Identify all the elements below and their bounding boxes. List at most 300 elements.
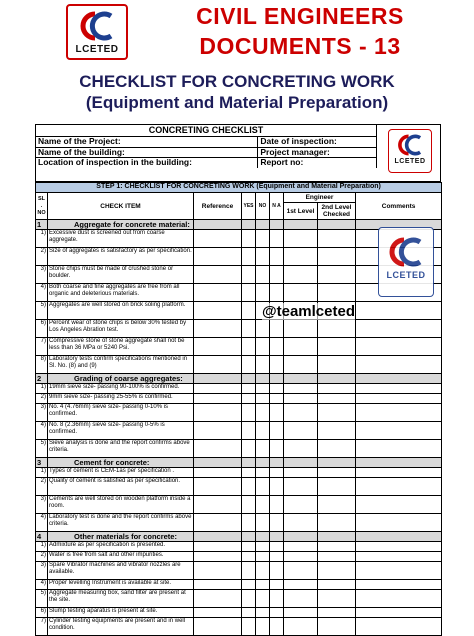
no-cell[interactable] [256, 284, 270, 302]
checklist-row [36, 394, 442, 404]
info-left [36, 137, 258, 168]
item-text: Both coarse and fine aggregates are free from all organic and deleterious materials. [48, 284, 194, 302]
no-cell[interactable] [256, 514, 270, 532]
item-text: Laboratory test is done and the report confirms above criteria. [48, 514, 194, 532]
na-cell[interactable] [270, 394, 284, 404]
yes-cell[interactable] [242, 230, 256, 248]
first-level-cell[interactable] [284, 338, 318, 356]
section-title: Cement for concrete: [48, 458, 194, 468]
empty-cell [194, 374, 242, 384]
item-text: Laboratory tests confirm specifications mentioned in Sl. No. (8) and (9) [48, 356, 194, 374]
field-manager: Project manager: [258, 148, 376, 159]
col-reference: Reference [194, 193, 242, 220]
na-cell[interactable] [270, 542, 284, 552]
checklist-row [36, 468, 442, 478]
first-level-cell[interactable] [284, 284, 318, 302]
item-text: Quality of cement is satisfied as per specification. [48, 478, 194, 496]
item-number: 2) [36, 478, 48, 496]
second-level-cell[interactable] [318, 580, 356, 590]
item-number: 7) [36, 338, 48, 356]
checklist-row [36, 302, 442, 320]
yes-cell[interactable] [242, 266, 256, 284]
sheet-header [35, 124, 441, 182]
item-text: No. 4 (4.76mm) sieve size- passing 0-10% is confirmed. [48, 404, 194, 422]
first-level-cell[interactable] [284, 266, 318, 284]
comments-cell[interactable] [356, 542, 442, 552]
empty-cell [256, 374, 270, 384]
yes-cell[interactable] [242, 618, 256, 636]
watermark-handle: @teamlceted [262, 303, 355, 320]
item-text: Types of cement is CEM-1as per specification . [48, 468, 194, 478]
no-cell[interactable] [256, 478, 270, 496]
reference-cell[interactable] [194, 496, 242, 514]
na-cell[interactable] [270, 440, 284, 458]
no-cell[interactable] [256, 320, 270, 338]
reference-cell[interactable] [194, 514, 242, 532]
reference-cell[interactable] [194, 356, 242, 374]
first-level-cell[interactable] [284, 468, 318, 478]
first-level-cell[interactable] [284, 440, 318, 458]
comments-cell[interactable] [356, 302, 442, 320]
item-number: 4) [36, 514, 48, 532]
na-cell[interactable] [270, 608, 284, 618]
no-cell[interactable] [256, 422, 270, 440]
reference-cell[interactable] [194, 440, 242, 458]
first-level-cell[interactable] [284, 248, 318, 266]
empty-cell [194, 532, 242, 542]
col-engineer: Engineer [284, 193, 356, 203]
comments-cell[interactable] [356, 320, 442, 338]
checklist-row [36, 618, 442, 636]
second-level-cell[interactable] [318, 320, 356, 338]
comments-cell[interactable] [356, 580, 442, 590]
section-number: 4 [36, 532, 48, 542]
field-report-no: Report no: [260, 158, 304, 167]
header-title [150, 4, 450, 59]
empty-cell [284, 458, 318, 468]
empty-cell [194, 458, 242, 468]
na-cell[interactable] [270, 618, 284, 636]
empty-cell [356, 374, 442, 384]
empty-cell [256, 458, 270, 468]
second-level-cell[interactable] [318, 356, 356, 374]
checklist-row [36, 478, 442, 496]
col-second-level: 2nd Level Checked [318, 203, 356, 220]
second-level-cell[interactable] [318, 608, 356, 618]
item-text: Admixture as per specification is presented. [48, 542, 194, 552]
item-text: Size of aggregates is satisfactory as per specification. [48, 248, 194, 266]
second-level-cell[interactable] [318, 266, 356, 284]
na-cell[interactable] [270, 266, 284, 284]
second-level-cell[interactable] [318, 422, 356, 440]
item-number: 4) [36, 284, 48, 302]
second-level-cell[interactable] [318, 468, 356, 478]
reference-cell[interactable] [194, 422, 242, 440]
yes-cell[interactable] [242, 248, 256, 266]
comments-cell[interactable] [356, 338, 442, 356]
yes-cell[interactable] [242, 468, 256, 478]
checklist-row [36, 384, 442, 394]
item-text: Compressive stone of stone aggregate shall not be less than 36 MPa or 5240 Psi. [48, 338, 194, 356]
reference-cell[interactable] [194, 618, 242, 636]
checklist-row [36, 440, 442, 458]
na-cell[interactable] [270, 562, 284, 580]
reference-cell[interactable] [194, 384, 242, 394]
no-cell[interactable] [256, 552, 270, 562]
no-cell[interactable] [256, 468, 270, 478]
subtitle-line1: CHECKLIST FOR CONCRETING WORK [79, 72, 395, 91]
item-number: 4) [36, 580, 48, 590]
checklist-row [36, 542, 442, 552]
empty-cell [242, 220, 256, 230]
reference-cell[interactable] [194, 404, 242, 422]
yes-cell[interactable] [242, 580, 256, 590]
na-cell[interactable] [270, 284, 284, 302]
second-level-cell[interactable] [318, 248, 356, 266]
comments-cell[interactable] [356, 422, 442, 440]
reference-cell[interactable] [194, 580, 242, 590]
no-cell[interactable] [256, 356, 270, 374]
reference-cell[interactable] [194, 562, 242, 580]
checklist-row [36, 496, 442, 514]
col-no: NO [256, 193, 270, 220]
item-number: 3) [36, 562, 48, 580]
reference-cell[interactable] [194, 590, 242, 608]
reference-cell[interactable] [194, 284, 242, 302]
cc-logo-icon [75, 8, 119, 44]
na-cell[interactable] [270, 590, 284, 608]
item-number: 3) [36, 404, 48, 422]
no-cell[interactable] [256, 440, 270, 458]
cc-logo-icon [386, 234, 426, 270]
first-level-cell[interactable] [284, 562, 318, 580]
section-number: 3 [36, 458, 48, 468]
comments-cell[interactable] [356, 440, 442, 458]
checklist-row [36, 552, 442, 562]
comments-cell[interactable] [356, 562, 442, 580]
section-header [36, 374, 442, 384]
first-level-cell[interactable] [284, 230, 318, 248]
item-number: 6) [36, 320, 48, 338]
reference-cell[interactable] [194, 320, 242, 338]
item-text: Excessive dust is screened out from coarse aggregate. [48, 230, 194, 248]
reference-cell[interactable] [194, 230, 242, 248]
item-text: Aggregate measuring box, sand filter are present at the site. [48, 590, 194, 608]
col-na: N A [270, 193, 284, 220]
second-level-cell[interactable] [318, 562, 356, 580]
title-line2: DOCUMENTS - 13 [199, 33, 401, 59]
no-cell[interactable] [256, 542, 270, 552]
item-number: 4) [36, 422, 48, 440]
item-number: 5) [36, 590, 48, 608]
section-header [36, 532, 442, 542]
first-level-cell[interactable] [284, 514, 318, 532]
first-level-cell[interactable] [284, 580, 318, 590]
no-cell[interactable] [256, 580, 270, 590]
first-level-cell[interactable] [284, 320, 318, 338]
no-cell[interactable] [256, 496, 270, 514]
yes-cell[interactable] [242, 478, 256, 496]
na-cell[interactable] [270, 478, 284, 496]
no-cell[interactable] [256, 248, 270, 266]
second-level-cell[interactable] [318, 478, 356, 496]
second-level-cell[interactable] [318, 404, 356, 422]
empty-cell [318, 220, 356, 230]
item-text: Slump testing aparatus is present at site. [48, 608, 194, 618]
comments-cell[interactable] [356, 618, 442, 636]
empty-cell [270, 458, 284, 468]
second-level-cell[interactable] [318, 514, 356, 532]
empty-cell [284, 532, 318, 542]
item-text: Percent wear of stone chips is below 30% tested by Los Angeles Abration test. [48, 320, 194, 338]
item-text: Aggregates are well stored on brick soling platform. [48, 302, 194, 320]
na-cell[interactable] [270, 248, 284, 266]
col-comments: Comments [356, 193, 442, 220]
first-level-cell[interactable] [284, 542, 318, 552]
empty-cell [356, 532, 442, 542]
cc-logo-icon [395, 132, 425, 158]
na-cell[interactable] [270, 404, 284, 422]
watermark-logo [378, 227, 434, 297]
empty-cell [242, 458, 256, 468]
second-level-cell[interactable] [318, 618, 356, 636]
item-number: 6) [36, 608, 48, 618]
section-number: 2 [36, 374, 48, 384]
first-level-cell[interactable] [284, 590, 318, 608]
empty-cell [318, 374, 356, 384]
first-level-cell[interactable] [284, 608, 318, 618]
second-level-cell[interactable] [318, 384, 356, 394]
empty-cell [284, 374, 318, 384]
subtitle-line2: (Equipment and Material Preparation) [85, 93, 389, 112]
na-cell[interactable] [270, 338, 284, 356]
no-cell[interactable] [256, 618, 270, 636]
reference-cell[interactable] [194, 608, 242, 618]
second-level-cell[interactable] [318, 284, 356, 302]
na-cell[interactable] [270, 514, 284, 532]
reference-cell[interactable] [194, 394, 242, 404]
second-level-cell[interactable] [318, 338, 356, 356]
second-level-cell[interactable] [318, 590, 356, 608]
first-level-cell[interactable] [284, 496, 318, 514]
first-level-cell[interactable] [284, 384, 318, 394]
comments-cell[interactable] [356, 394, 442, 404]
item-number: 3) [36, 266, 48, 284]
reference-cell[interactable] [194, 338, 242, 356]
checklist-row [36, 320, 442, 338]
yes-cell[interactable] [242, 590, 256, 608]
empty-cell [270, 220, 284, 230]
lceted-logo [66, 4, 128, 60]
section-header [36, 458, 442, 468]
empty-cell [270, 374, 284, 384]
item-number: 2) [36, 248, 48, 266]
no-cell[interactable] [256, 404, 270, 422]
comments-cell[interactable] [356, 356, 442, 374]
item-text: No. 8 (2.36mm) sieve size- passing 0-5% is confirmed. [48, 422, 194, 440]
yes-cell[interactable] [242, 542, 256, 552]
yes-cell[interactable] [242, 338, 256, 356]
reference-cell[interactable] [194, 248, 242, 266]
checklist-row [36, 514, 442, 532]
item-number: 1) [36, 468, 48, 478]
section-title: Grading of coarse aggregates: [48, 374, 194, 384]
second-level-cell[interactable] [318, 394, 356, 404]
no-cell[interactable] [256, 394, 270, 404]
yes-cell[interactable] [242, 514, 256, 532]
empty-cell [242, 532, 256, 542]
item-text: Cylinder testing equipments are present and in well condition. [48, 618, 194, 636]
checklist-row [36, 338, 442, 356]
item-number: 1) [36, 542, 48, 552]
item-text: Proper levelling Instrument is available at site. [48, 580, 194, 590]
item-text: 9mm sieve size- passing 25-55% is confirmed. [48, 394, 194, 404]
no-cell[interactable] [256, 384, 270, 394]
first-level-cell[interactable] [284, 394, 318, 404]
info-right [258, 137, 376, 168]
checklist-row [36, 590, 442, 608]
yes-cell[interactable] [242, 608, 256, 618]
yes-cell[interactable] [242, 284, 256, 302]
no-cell[interactable] [256, 338, 270, 356]
empty-cell [256, 532, 270, 542]
item-text: Cements are well stored on wooden platform inside a room. [48, 496, 194, 514]
na-cell[interactable] [270, 580, 284, 590]
item-text: Water is free from salt and other impurities. [48, 552, 194, 562]
first-level-cell[interactable] [284, 618, 318, 636]
second-level-cell[interactable] [318, 230, 356, 248]
yes-cell[interactable] [242, 422, 256, 440]
reference-cell[interactable] [194, 552, 242, 562]
empty-cell [194, 220, 242, 230]
yes-cell[interactable] [242, 440, 256, 458]
checklist-row [36, 562, 442, 580]
field-date: Date of inspection: [258, 137, 376, 148]
comments-cell[interactable] [356, 514, 442, 532]
no-cell[interactable] [256, 266, 270, 284]
na-cell[interactable] [270, 422, 284, 440]
yes-cell[interactable] [242, 302, 256, 320]
item-number: 2) [36, 394, 48, 404]
na-cell[interactable] [270, 384, 284, 394]
comments-cell[interactable] [356, 384, 442, 394]
comments-cell[interactable] [356, 552, 442, 562]
yes-cell[interactable] [242, 404, 256, 422]
na-cell[interactable] [270, 356, 284, 374]
comments-cell[interactable] [356, 404, 442, 422]
first-level-cell[interactable] [284, 552, 318, 562]
no-cell[interactable] [256, 590, 270, 608]
no-cell[interactable] [256, 562, 270, 580]
field-location: Location of inspection in the building: [38, 158, 192, 167]
item-number: 1) [36, 230, 48, 248]
second-level-cell[interactable] [318, 496, 356, 514]
item-number: 3) [36, 496, 48, 514]
empty-cell [318, 458, 356, 468]
item-number: 5) [36, 440, 48, 458]
reference-cell[interactable] [194, 478, 242, 496]
no-cell[interactable] [256, 608, 270, 618]
logo-text: LCETED [75, 44, 119, 55]
second-level-cell[interactable] [318, 552, 356, 562]
yes-cell[interactable] [242, 356, 256, 374]
checklist-title: CONCRETING CHECKLIST [36, 125, 377, 137]
no-cell[interactable] [256, 230, 270, 248]
reference-cell[interactable] [194, 468, 242, 478]
item-number: 1) [36, 384, 48, 394]
item-number: 7) [36, 618, 48, 636]
na-cell[interactable] [270, 468, 284, 478]
item-number: 5) [36, 302, 48, 320]
yes-cell[interactable] [242, 320, 256, 338]
col-yes: YES [242, 193, 256, 220]
comments-cell[interactable] [356, 590, 442, 608]
field-project-name: Name of the Project: [36, 137, 257, 148]
na-cell[interactable] [270, 320, 284, 338]
empty-cell [256, 220, 270, 230]
reference-cell[interactable] [194, 542, 242, 552]
watermark-logo-text: LCETED [386, 270, 426, 280]
reference-cell[interactable] [194, 302, 242, 320]
section-title: Aggregate for concrete material: [48, 220, 194, 230]
yes-cell[interactable] [242, 552, 256, 562]
checklist-row [36, 580, 442, 590]
checklist-row [36, 422, 442, 440]
empty-cell [270, 532, 284, 542]
reference-cell[interactable] [194, 266, 242, 284]
yes-cell[interactable] [242, 394, 256, 404]
yes-cell[interactable] [242, 562, 256, 580]
first-level-cell[interactable] [284, 356, 318, 374]
item-number: 2) [36, 552, 48, 562]
checklist-row [36, 404, 442, 422]
second-level-cell[interactable] [318, 542, 356, 552]
item-text: Spare Vibrator machines and vibrator nozzles are available. [48, 562, 194, 580]
sheet-logo [388, 129, 432, 173]
second-level-cell[interactable] [318, 440, 356, 458]
empty-cell [242, 374, 256, 384]
comments-cell[interactable] [356, 468, 442, 478]
na-cell[interactable] [270, 496, 284, 514]
na-cell[interactable] [270, 552, 284, 562]
yes-cell[interactable] [242, 496, 256, 514]
checklist-row [36, 356, 442, 374]
item-text: Stone chips must be made of crushed stone or boulder. [48, 266, 194, 284]
empty-cell [284, 220, 318, 230]
first-level-cell[interactable] [284, 478, 318, 496]
comments-cell[interactable] [356, 496, 442, 514]
item-number: 8) [36, 356, 48, 374]
comments-cell[interactable] [356, 478, 442, 496]
empty-cell [356, 458, 442, 468]
step-title: STEP 1: CHECKLIST FOR CONCRETING WORK (Equipment and Material Preparation) [36, 183, 442, 193]
section-number: 1 [36, 220, 48, 230]
na-cell[interactable] [270, 230, 284, 248]
checklist-row [36, 608, 442, 618]
col-check-item: CHECK ITEM [48, 193, 194, 220]
yes-cell[interactable] [242, 384, 256, 394]
field-building-name: Name of the building: [36, 148, 257, 159]
col-first-level: 1st Level [284, 203, 318, 220]
first-level-cell[interactable] [284, 422, 318, 440]
section-title: Other materials for concrete: [48, 532, 194, 542]
logo-text: LCETED [394, 158, 426, 165]
comments-cell[interactable] [356, 608, 442, 618]
item-text: Sieve analysis is done and the report confirms above criteria. [48, 440, 194, 458]
first-level-cell[interactable] [284, 404, 318, 422]
col-sl-no: SL . NO [36, 193, 48, 220]
info-fields [36, 137, 377, 168]
